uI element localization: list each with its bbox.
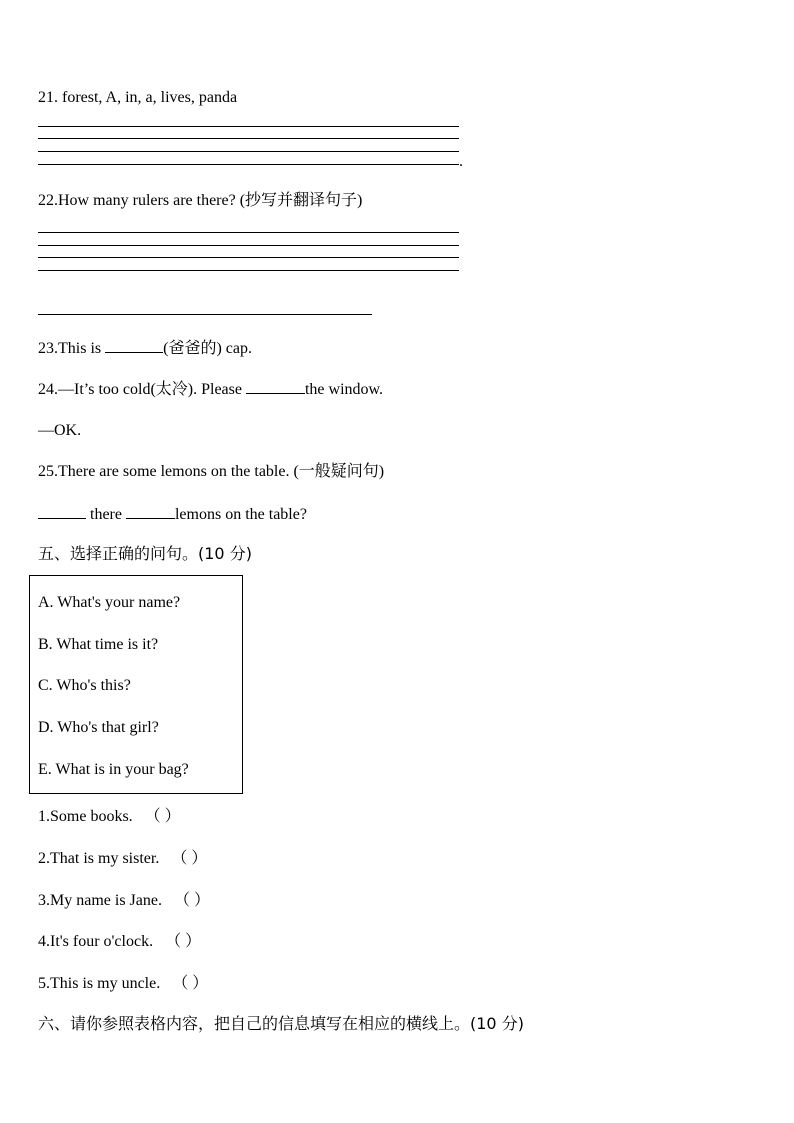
answer-parentheses[interactable]: （ ） <box>171 850 208 867</box>
section-6-title: 六、请你参照表格内容，把自己的信息填写在相应的横线上。(10 分) <box>38 1014 524 1033</box>
question-25-post: lemons on the table? <box>174 506 307 523</box>
option-d: D. Who's that girl? <box>38 719 159 736</box>
option-e: E. What is in your bag? <box>38 761 189 778</box>
answer-parentheses[interactable]: （ ） <box>165 933 202 950</box>
question-22-prompt: 22.How many rulers are there? (抄写并翻译句子) <box>38 192 363 209</box>
question-23-blank[interactable] <box>105 338 163 353</box>
section-5-item-5 <box>38 974 208 994</box>
item-text: 3.My name is Jane. <box>38 892 162 909</box>
question-23-post: (爸爸的) cap. <box>163 340 252 357</box>
option-c: C. Who's this? <box>38 677 131 694</box>
option-a: A. What's your name? <box>38 594 181 611</box>
section-5-item-4 <box>38 932 201 952</box>
section-5-title: 五、选择正确的问句。(10 分) <box>38 544 252 563</box>
answer-parentheses[interactable]: （ ） <box>173 892 210 909</box>
answer-parentheses[interactable]: （ ） <box>172 975 209 992</box>
question-21-prompt: 21. forest, A, in, a, lives, panda <box>38 89 238 106</box>
translation-answer-line[interactable] <box>38 314 372 315</box>
answer-line[interactable] <box>38 232 459 233</box>
answer-line[interactable] <box>38 270 459 271</box>
item-text: 2.That is my sister. <box>38 850 160 867</box>
answer-line[interactable] <box>38 151 459 152</box>
section-5-item-1 <box>38 807 181 827</box>
question-23 <box>38 338 252 359</box>
option-b: B. What time is it? <box>38 636 159 653</box>
question-25-blank-1[interactable] <box>38 504 86 519</box>
item-text: 1.Some books. <box>38 808 133 825</box>
answer-line[interactable] <box>38 164 459 165</box>
question-24-post: the window. <box>304 381 384 398</box>
question-24-reply: —OK. <box>38 422 82 439</box>
answer-line[interactable] <box>38 126 459 127</box>
question-23-pre: 23.This is <box>38 340 106 357</box>
answer-line[interactable] <box>38 245 459 246</box>
answer-line[interactable] <box>38 257 459 258</box>
question-25-prompt: 25.There are some lemons on the table. (一般疑问句) <box>38 463 385 480</box>
item-text: 4.It's four o'clock. <box>38 933 154 950</box>
section-5-item-3 <box>38 891 210 911</box>
question-25-blank-2[interactable] <box>126 504 175 519</box>
question-24 <box>38 379 383 400</box>
question-24-blank[interactable] <box>246 379 305 394</box>
question-21-period: . <box>459 153 463 170</box>
section-5-item-2 <box>38 849 207 869</box>
answer-parentheses[interactable]: （ ） <box>144 808 181 825</box>
answer-line[interactable] <box>38 138 459 139</box>
question-25-answer <box>38 504 307 525</box>
question-24-pre: 24.—It’s too cold(太冷). Please <box>38 381 246 398</box>
question-25-mid: there <box>86 506 126 523</box>
item-text: 5.This is my uncle. <box>38 975 161 992</box>
